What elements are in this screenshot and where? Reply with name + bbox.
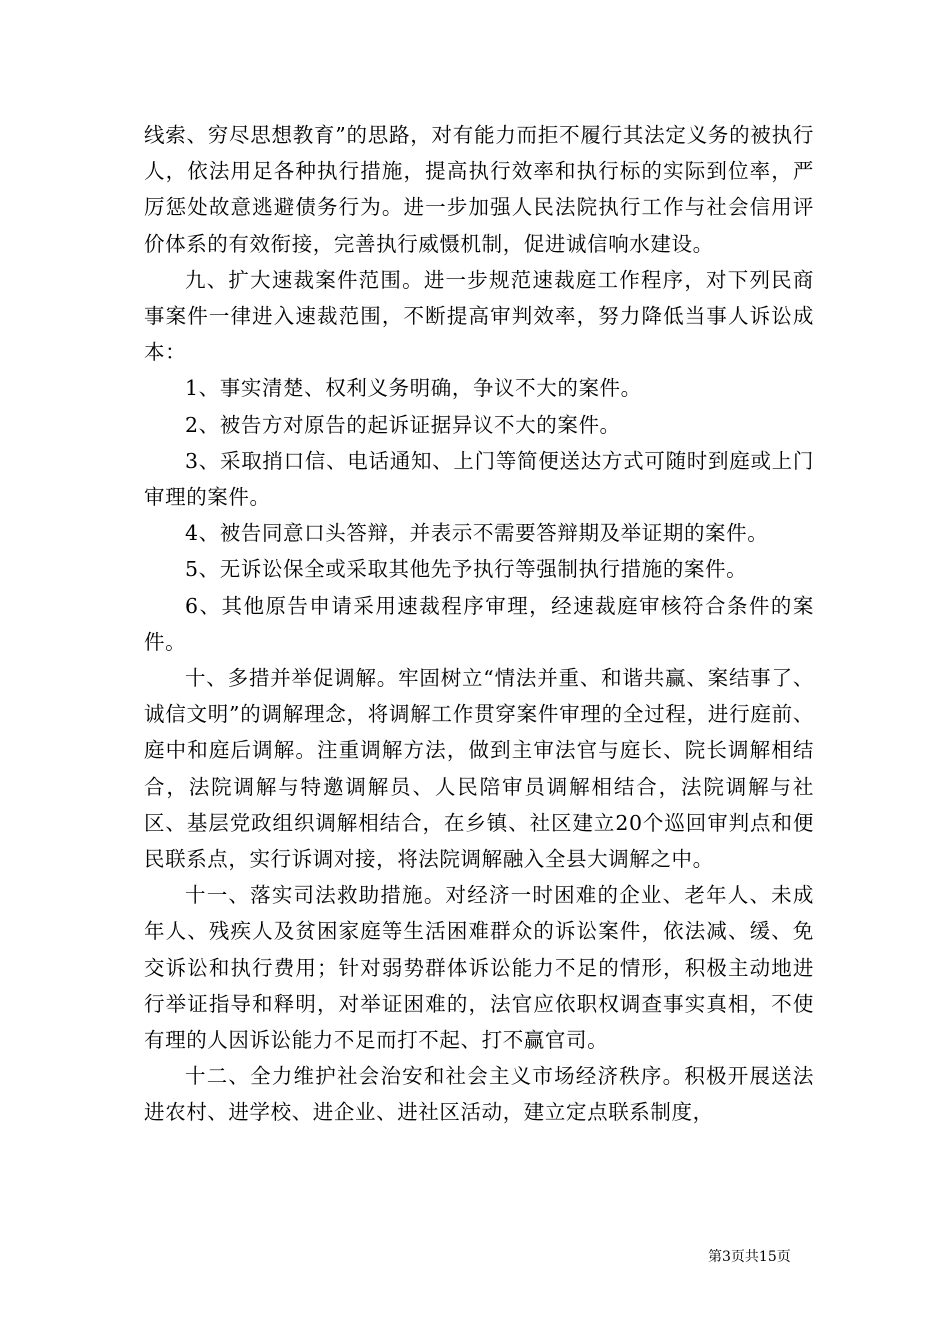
- paragraph-1: 线索、穷尽思想教育”的思路，对有能力而拒不履行其法定义务的被执行人，依法用足各种执行措施，提高执行效率和执行标的实际到位率，严厉惩处故意逃避债务行为。进一步加强人民法院执行工作与社会信用评价体系的有效衔接，完善执行威慑机制，促进诚信响水建设。: [144, 123, 814, 256]
- paragraph-11: 十二、全力维护社会治安和社会主义市场经济秩序。积极开展送法进农村、进学校、进企业、进社区活动，建立定点联系制度，: [144, 1064, 814, 1125]
- paragraph-6: 4、被告同意口头答辩，并表示不需要答辩期及举证期的案件。: [185, 521, 769, 546]
- paragraph-7: 5、无诉讼保全或采取其他先予执行等强制执行措施的案件。: [185, 557, 748, 582]
- paragraph-2: 九、扩大速裁案件范围。进一步规范速裁庭工作程序，对下列民商事案件一律进入速裁范围，不断提高审判效率，努力降低当事人诉讼成本：: [144, 267, 814, 365]
- document-body: [144, 117, 814, 1131]
- paragraph-3: 1、事实清楚、权利义务明确，争议不大的案件。: [185, 376, 642, 401]
- paragraph-10: 十一、落实司法救助措施。对经济一时困难的企业、老年人、未成年人、残疾人及贫困家庭等生活困难群众的诉讼案件，依法减、缓、免交诉讼和执行费用；针对弱势群体诉讼能力不足的情形，积极主动地进行举证指导和释明，对举证困难的，法官应依职权调查事实真相，不使有理的人因诉讼能力不足而打不起、打不赢官司。: [144, 883, 814, 1053]
- page-number: 第3页共15页: [708, 1249, 791, 1265]
- paragraph-9: 十、多措并举促调解。牢固树立“情法并重、和谐共赢、案结事了、诚信文明”的调解理念，将调解工作贯穿案件审理的全过程，进行庭前、庭中和庭后调解。注重调解方法，做到主审法官与庭长、院长调解相结合，法院调解与特邀调解员、人民陪审员调解相结合，法院调解与社区、基层党政组织调解相结合，在乡镇、社区建立20个巡回审判点和便民联系点，实行诉调对接，将法院调解融入全县大调解之中。: [144, 666, 814, 872]
- paragraph-5: 3、采取捎口信、电话通知、上门等简便送达方式可随时到庭或上门审理的案件。: [144, 448, 814, 510]
- paragraph-8: 6、其他原告申请采用速裁程序审理，经速裁庭审核符合条件的案件。: [144, 593, 814, 654]
- paragraph-4: 2、被告方对原告的起诉证据异议不大的案件。: [185, 412, 621, 437]
